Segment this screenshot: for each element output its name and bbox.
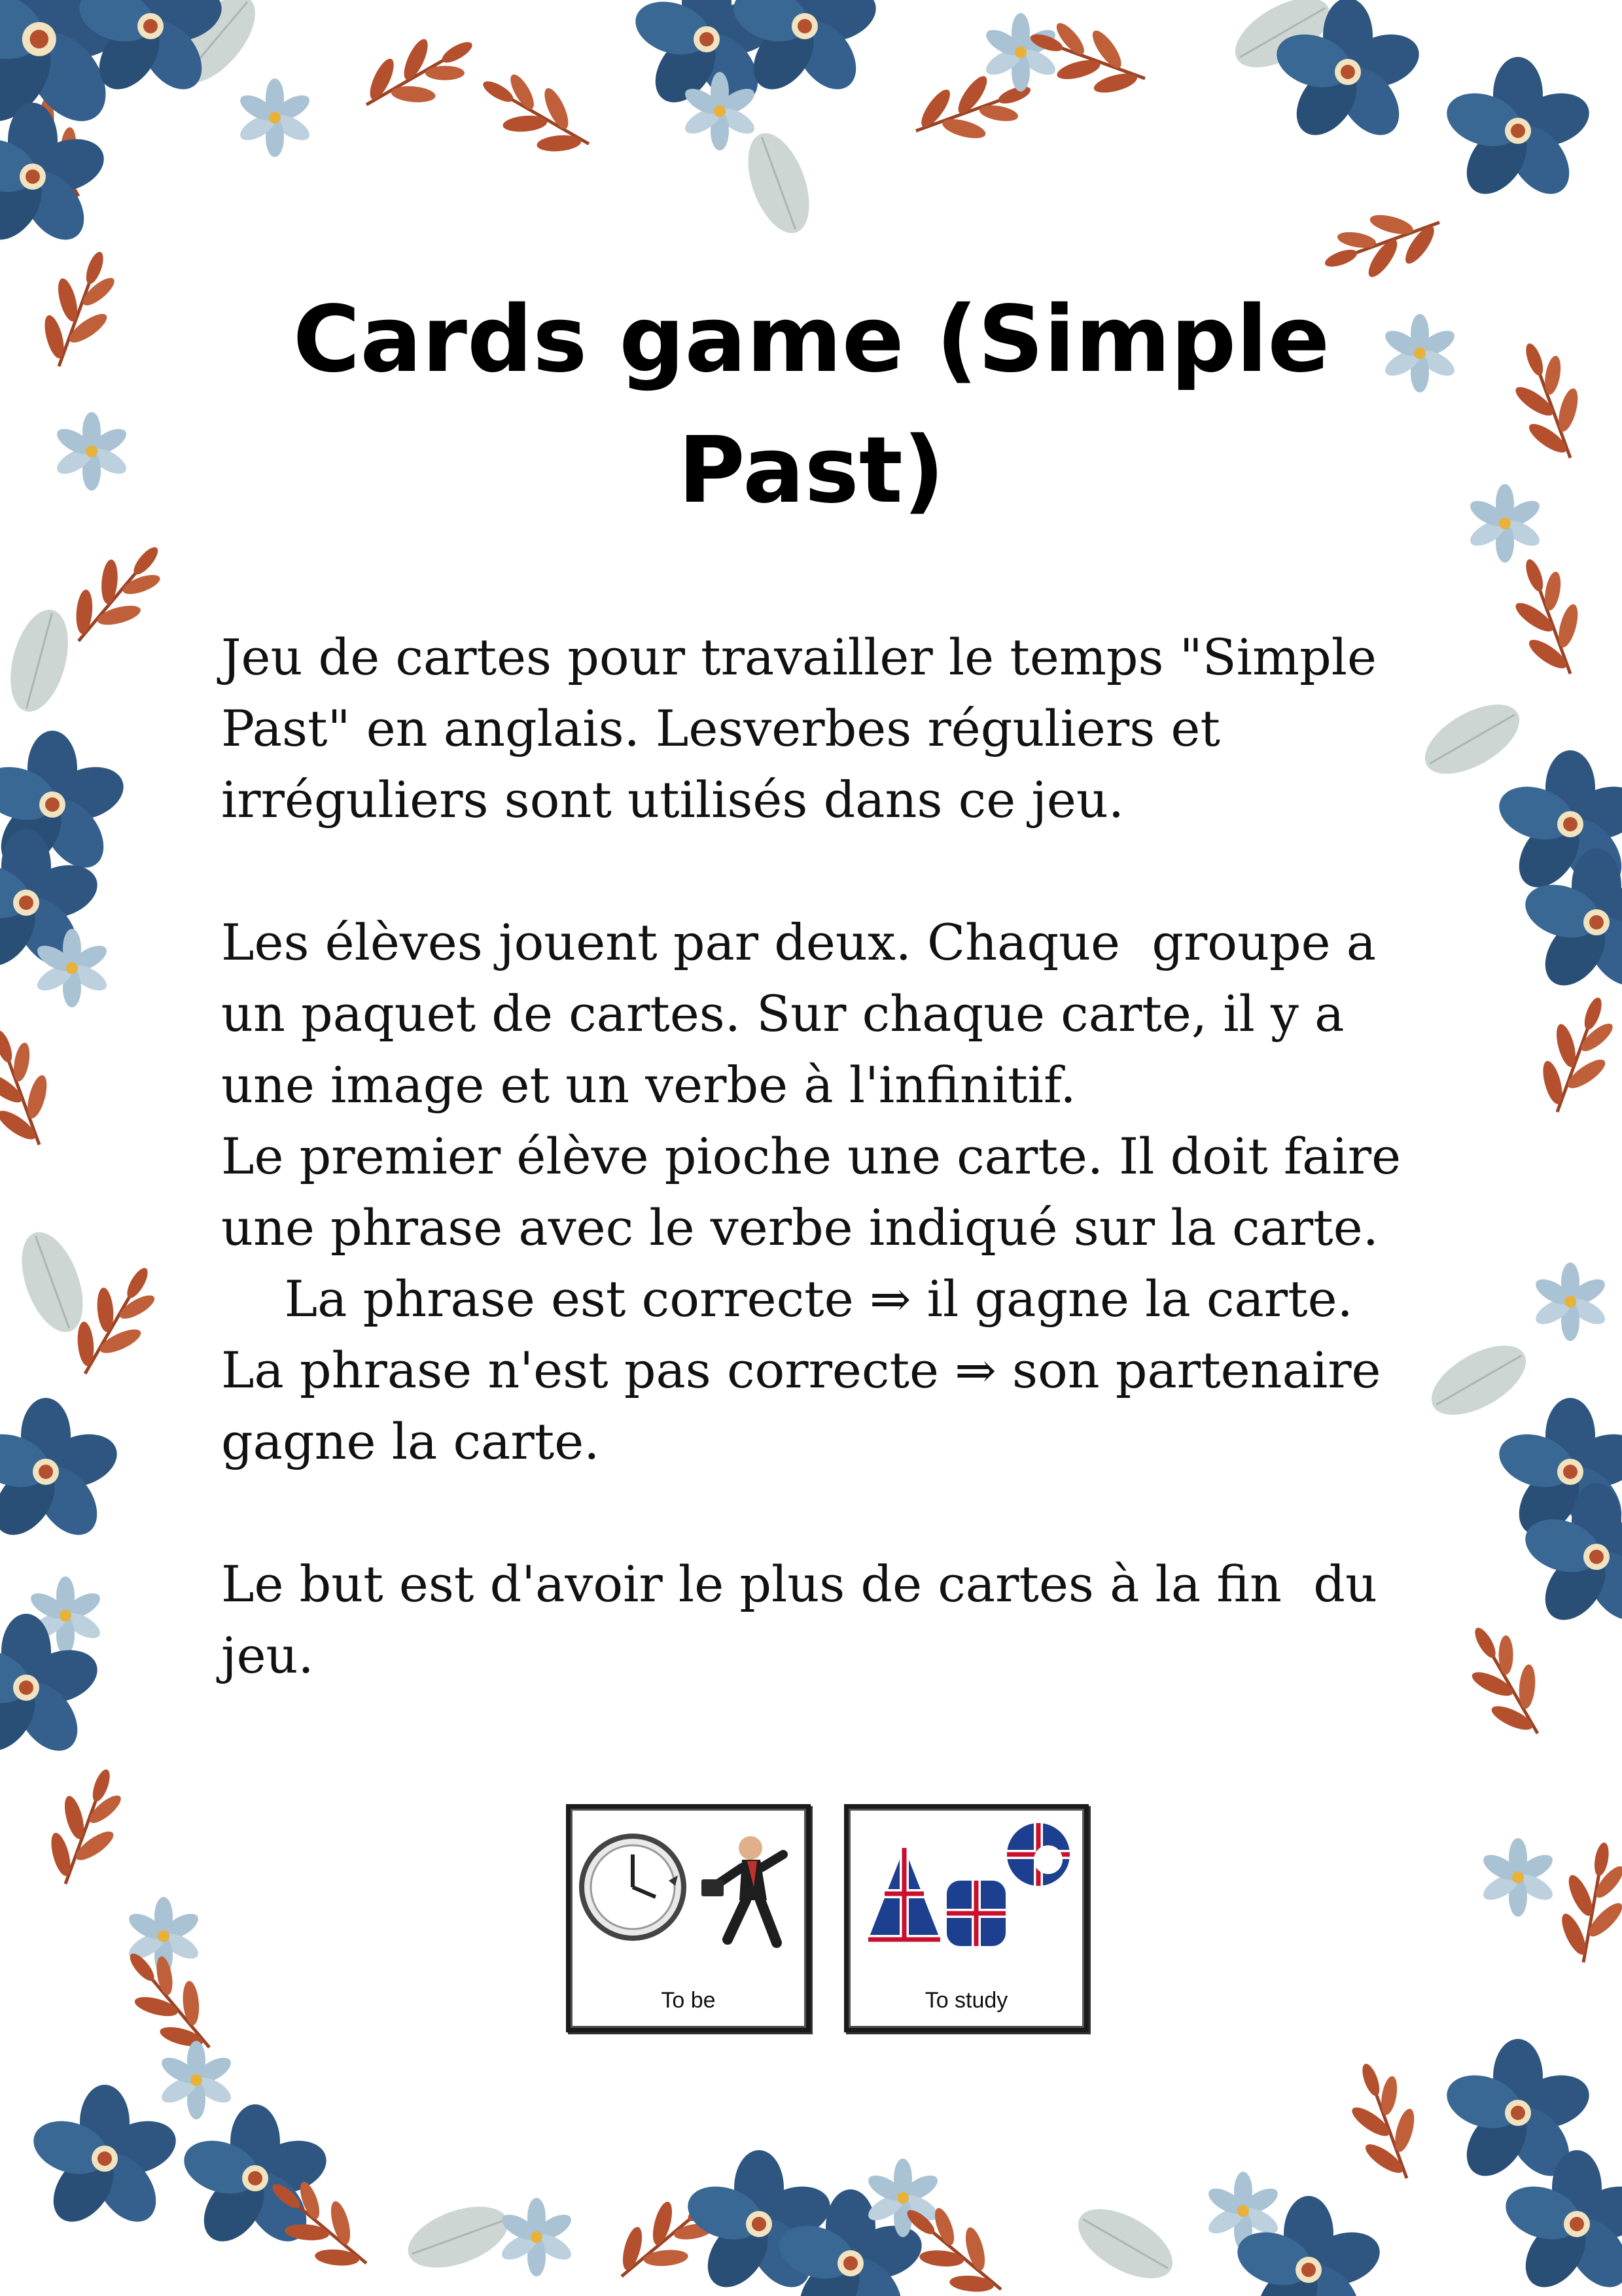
card-label: To be <box>661 1988 716 2013</box>
card-label: To study <box>925 1988 1008 2013</box>
card-to-be <box>566 1804 811 2032</box>
paragraph-spacer <box>221 1477 1445 1548</box>
abc-union-flag-icon <box>849 1809 1084 1979</box>
paragraph-intro: Jeu de cartes pour travailler le temps "Simple Past" en anglais. Lesverbes réguliers et irréguliers sont utilisés dans ce jeu. <box>221 628 1393 829</box>
paragraph-setup: Les élèves jouent par deux. Chaque groupe a un paquet de cartes. Sur chaque carte, il y a une image et un verbe à l'infinitif. <box>221 913 1392 1114</box>
paragraph-spacer <box>221 835 1445 907</box>
instructions-text <box>221 621 1445 1691</box>
page-title: Cards game (Simple Past) <box>292 287 1330 524</box>
paragraph-correct: La phrase est correcte ⇒ il gagne la carte. <box>221 1270 1353 1328</box>
card-to-study <box>844 1804 1089 2032</box>
clock-running-man-icon <box>571 1809 806 1979</box>
paragraph-goal: Le but est d'avoir le plus de cartes à la fin du jeu. <box>221 1555 1394 1684</box>
paragraph-draw: Le premier élève pioche une carte. Il doit faire une phrase avec le verbe indiqué sur la carte. <box>221 1127 1417 1257</box>
paragraph-incorrect: La phrase n'est pas correcte ⇒ son partenaire gagne la carte. <box>221 1341 1397 1470</box>
